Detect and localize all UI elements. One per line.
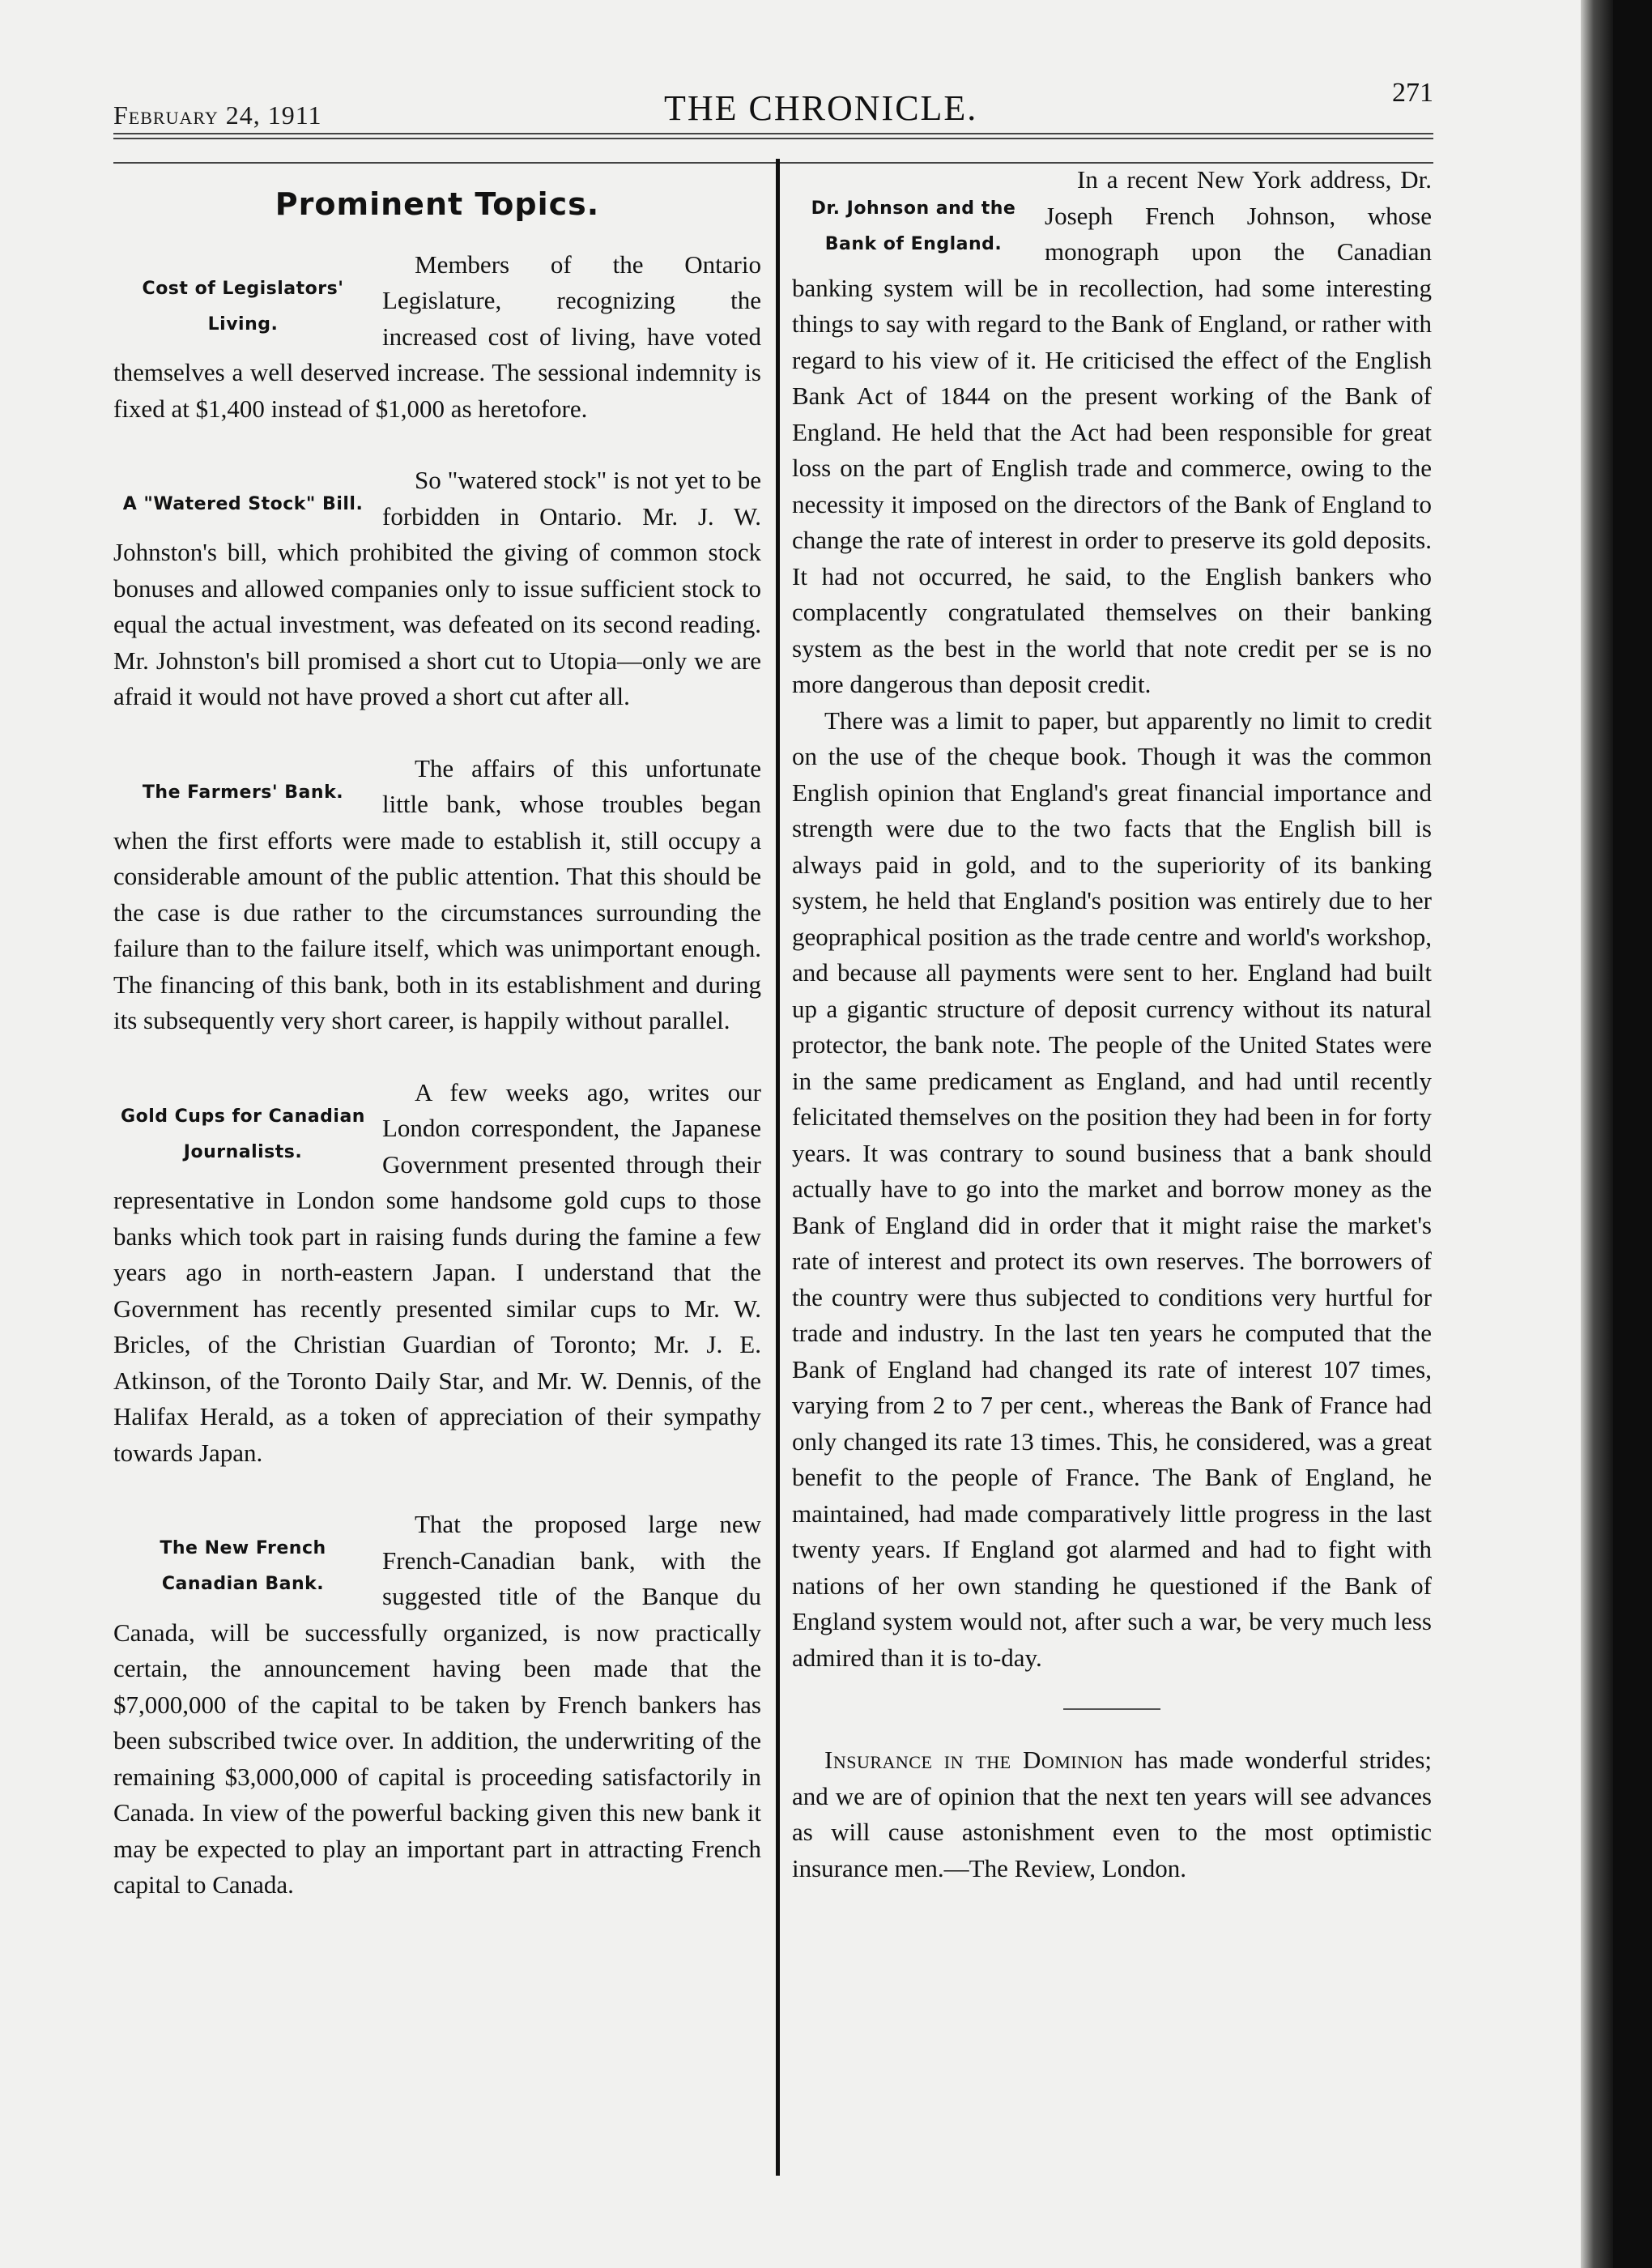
side-heading: Cost of Legislators' Living.: [142, 278, 344, 335]
section-heading: Prominent Topics.: [275, 186, 600, 222]
article-legislators-living: [113, 247, 761, 428]
lead-in: Insurance in the Dominion: [824, 1746, 1124, 1774]
article-text: The affairs of this unfortunate little bank, whose troubles began when the first efforts were made to establish it, still occupy a considerable amount of the public attention. That this should be the case is due rather to the circumstances surrounding the failure than to the failure itself, which was unimportant enough. The financing of this bank, both in its establishment and during its subsequently very short career, is happily without parallel.: [113, 753, 761, 1034]
column-divider: [776, 159, 780, 2176]
article-text: There was a limit to paper, but apparently no limit to credit on the use of the cheque book. Though it was the common English opinion that England's great financial importance and strength were due to the two facts that the English bill is always paid in gold, and to the superiority of its banking system, he held that England's position was entirely due to her geopraphical position as the trade centre and world's workshop, and because all payments were sent to her. England had built up a gigantic structure of deposit currency without its natural protector, the bank note. The people of the United States were in the same predicament as England, and had until recently felicitated themselves on the position they had been in for forty years. It was contrary to sound business that a bank should actually have to go into the market and borrow money as the Bank of England did in order that it might raise the market's rate of interest and protect its own reserves. The borrowers of the country were thus subjected to conditions very hurtful for trade and industry. In the last ten years he computed that the Bank of England had changed its rate of interest 107 times, varying from 2 to 7 per cent., whereas the Bank of France had only changed its rate 13 times. This, he considered, was a great benefit to the people of France. The Bank of England, he maintained, had made comparatively little progress in the last twenty years. If England got alarmed and had to fight with nations of her own standing he questioned if the Bank of England system would not, after such a war, be very much less admired than it is to-day.: [792, 706, 1432, 1672]
page-number: 271: [1392, 78, 1433, 108]
side-heading: The Farmers' Bank.: [142, 782, 344, 803]
header-date: February 24, 1911: [113, 100, 322, 130]
section-divider: [1063, 1708, 1160, 1710]
header-title: THE CHRONICLE.: [664, 88, 978, 128]
article-text: That the proposed large new French-Canadian bank, with the suggested title of the Banque du Canada, will be successfully organized, is now practically certain, the announcement having been made that the $7,000,000 of the capital to be taken by French bankers has been subscribed twice over. In addition, the underwriting of the remaining $3,000,000 of capital is proceeding satisfactorily in Canada. In view of the powerful backing given this new bank it may be expected to play an important part in attracting French capital to Canada.: [113, 1510, 761, 1899]
article-text: In a recent New York address, Dr. Joseph French Johnson, whose monograph upon the Canadian banking system will be in recollection, had some interesting things to say with regard to the Bank of England, or rather with regard to his view of it. He criticised the effect of the English Bank Act of 1844 on the present working of the Bank of England. He held that the Act had been responsible for great loss on the part of English trade and commerce, owing to the necessity it imposed on the directors of the Bank of England to change the rate of interest in order to preserve its gold deposits. It had not occurred, he said, to the English bankers who complacently congratulated themselves on their banking system as the best in the world that note credit per se is no more dangerous than deposit credit.: [792, 165, 1432, 698]
header-rule: [113, 133, 1433, 134]
left-column: [113, 162, 761, 1904]
article-insurance: [792, 1742, 1432, 1886]
article-gold-cups: [113, 1075, 761, 1472]
header-rule: [113, 138, 1433, 139]
side-heading: The New French Canadian Bank.: [160, 1538, 326, 1594]
closing-text: has made wonderful strides; and we are of opinion that the next ten years will see advances as will cause astonishment even to the most optimistic insurance men.—The Review, London.: [792, 1746, 1432, 1882]
article-text: So "watered stock" is not yet to be forbidden in Ontario. Mr. J. W. Johnston's bill, which prohibited the giving of common stock bonuses and allowed companies only to issue sufficient stock to equal the actual investment, was defeated on its second reading. Mr. Johnston's bill promised a short cut to Utopia—only we are afraid it would not have proved a short cut after all.: [113, 466, 761, 710]
side-heading: Dr. Johnson and the Bank of England.: [811, 198, 1016, 254]
binding-edge: [1581, 0, 1613, 2268]
article-french-canadian-bank: [113, 1507, 761, 1904]
article-watered-stock: [113, 463, 761, 715]
article-text: [792, 1742, 1432, 1886]
article-bank-of-england: [792, 162, 1432, 1676]
article-farmers-bank: [113, 751, 761, 1039]
side-heading: A "Watered Stock" Bill.: [122, 494, 364, 514]
right-column: [792, 162, 1432, 1886]
side-heading: Gold Cups for Canadian Journalists.: [121, 1106, 365, 1162]
article-text: A few weeks ago, writes our London correspondent, the Japanese Government presented through their representative in London some handsome gold cups to those banks which took part in raising funds during the famine a few years ago in north-eastern Japan. I understand that the Government has recently presented similar cups to Mr. W. Bricles, of the Christian Guardian of Toronto; Mr. J. E. Atkinson, of the Toronto Daily Star, and Mr. W. Dennis, of the Halifax Herald, as a token of appreciation of their sympathy towards Japan.: [113, 1077, 761, 1467]
article-text: Members of the Ontario Legislature, recognizing the increased cost of living, have voted themselves a well deserved increase. The sessional indemnity is fixed at $1,400 instead of $1,000 as heretofore.: [113, 249, 761, 423]
